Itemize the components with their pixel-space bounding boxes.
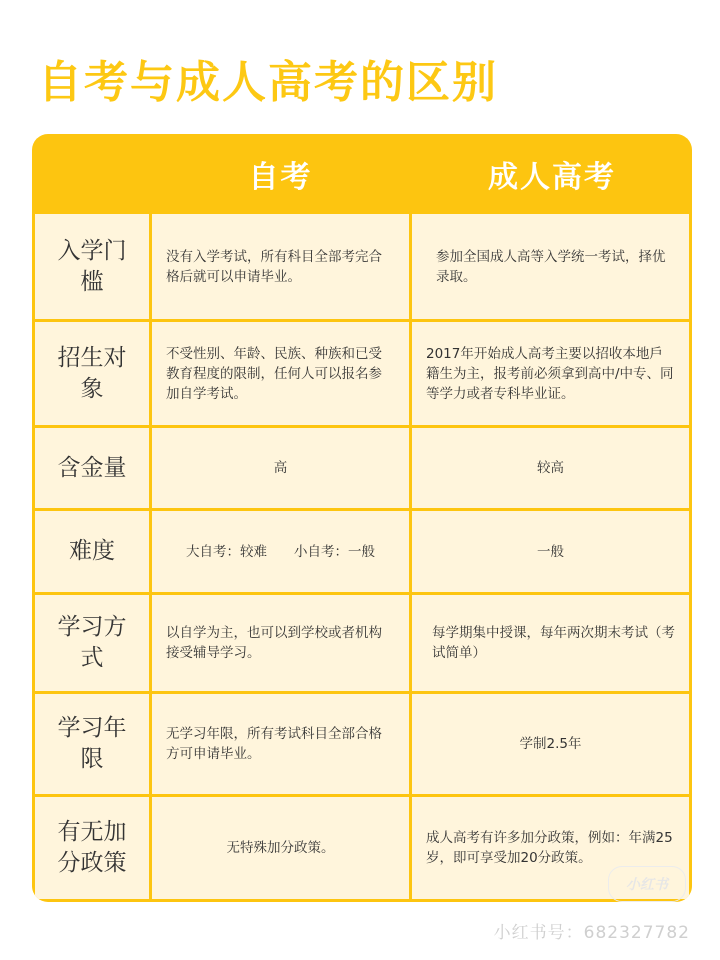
row-label-study-mode: 学习方式 [35, 595, 149, 691]
cell-study-years-zikao: 无学习年限，所有考试科目全部合格方可申请毕业。 [152, 694, 409, 794]
cell-study-mode-chengkao: 每学期集中授课，每年两次期末考试（考试简单） [412, 595, 689, 691]
cell-difficulty-zikao: 大自考：较难 小自考：一般 [152, 511, 409, 592]
cell-bonus-policy-zikao: 无特殊加分政策。 [152, 797, 409, 899]
row-label-admission: 入学门槛 [35, 214, 149, 319]
row-label-bonus-policy: 有无加分政策 [35, 797, 149, 899]
watermark-logo: 小红书 [608, 866, 686, 902]
row-label-enrollment: 招生对象 [35, 322, 149, 425]
comparison-table [32, 134, 692, 902]
row-label-study-years: 学习年限 [35, 694, 149, 794]
cell-difficulty-chengkao: 一般 [412, 511, 689, 592]
cell-admission-zikao: 没有入学考试，所有科目全部考完合格后就可以申请毕业。 [152, 214, 409, 319]
watermark-id: 小红书号：682327782 [493, 923, 690, 943]
cell-enrollment-zikao: 不受性别、年龄、民族、种族和已受教育程度的限制，任何人可以报名参加自学考试。 [152, 322, 409, 425]
row-label-difficulty: 难度 [35, 511, 149, 592]
cell-study-mode-zikao: 以自学为主，也可以到学校或者机构接受辅导学习。 [152, 595, 409, 691]
column-header-zikao: 自考 [248, 160, 313, 195]
cell-enrollment-chengkao: 2017年开始成人高考主要以招收本地戶籍生为主，报考前必须拿到高中/中专、同等学力或者专科毕业证。 [412, 322, 689, 425]
cell-value-zikao: 高 [152, 428, 409, 508]
cell-value-chengkao: 较高 [412, 428, 689, 508]
cell-study-years-chengkao: 学制2.5年 [412, 694, 689, 794]
cell-bonus-policy-chengkao: 成人高考有许多加分政策，例如：年满25岁，即可享受加20分政策。 [412, 797, 689, 899]
row-label-value: 含金量 [35, 428, 149, 508]
cell-admission-chengkao: 参加全国成人高等入学统一考试，择优录取。 [412, 214, 689, 319]
column-header-chengkao: 成人高考 [488, 160, 616, 195]
page-title: 自考与成人高考的区别 [38, 57, 498, 108]
